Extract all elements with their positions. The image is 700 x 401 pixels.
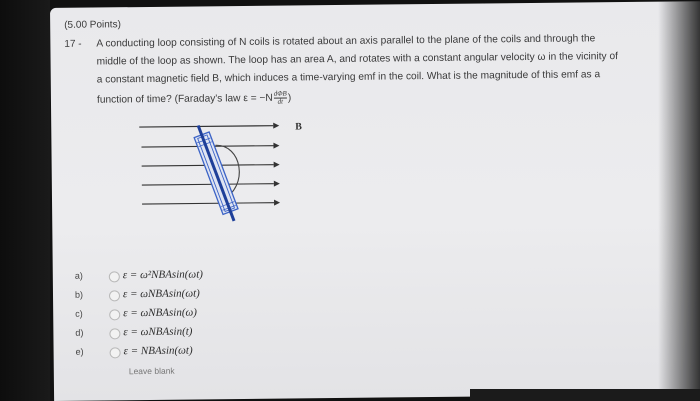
option-a-radio[interactable] <box>109 271 120 282</box>
option-c-formula: ε = ωNBAsin(ω) <box>123 306 197 320</box>
option-b-formula: ε = ωNBAsin(ωt) <box>122 287 200 301</box>
faraday-denominator: dt <box>277 97 284 106</box>
question-text-line-2: middle of the loop as shown. The loop has an area A, and rotates with a constant angular velocity ω in the vicinity of <box>96 51 619 68</box>
option-a-letter: a) <box>74 270 83 281</box>
faraday-suffix: ) <box>287 92 292 104</box>
option-c-radio[interactable] <box>109 309 120 320</box>
field-arrowhead-4 <box>274 181 280 187</box>
option-d-formula: ε = ωNBAsin(t) <box>123 325 193 339</box>
option-d-radio[interactable] <box>109 328 120 339</box>
question-text-line-3: a constant magnetic field B, which induces a time-varying emf in the coil. What is the magnitude of this emf as a <box>96 69 601 86</box>
option-e-formula: ε = NBAsin(ωt) <box>123 344 193 358</box>
question-number: 17 - <box>64 38 82 50</box>
option-b-radio[interactable] <box>109 290 120 301</box>
right-dark-edge <box>658 0 700 401</box>
field-arrowhead-5 <box>274 200 280 206</box>
field-arrowhead-3 <box>274 162 280 168</box>
option-c-letter: c) <box>75 308 83 319</box>
option-a-formula: ε = ω²NBAsin(ωt) <box>122 268 203 282</box>
leave-blank-link[interactable]: Leave blank <box>128 365 175 377</box>
field-line-5 <box>142 200 280 207</box>
question-card <box>50 1 700 401</box>
left-dark-edge <box>0 0 50 401</box>
faraday-prefix: function of time? (Faraday's law ε = −N <box>96 92 273 106</box>
field-arrowhead-2 <box>273 143 279 149</box>
option-e-letter: e) <box>75 346 84 357</box>
faraday-numerator: dΦB <box>273 89 287 98</box>
field-line-1 <box>139 123 279 130</box>
coil-loop <box>191 123 242 224</box>
option-e-radio[interactable] <box>110 347 121 358</box>
option-b-letter: b) <box>74 289 84 300</box>
option-d-letter: d) <box>75 327 84 338</box>
question-points: (5.00 Points) <box>64 19 121 31</box>
field-label-b: B <box>295 121 302 133</box>
field-arrowhead-1 <box>273 123 279 129</box>
rotating-loop-diagram <box>137 119 338 231</box>
bottom-dark-edge <box>470 389 700 401</box>
question-text-line-4 <box>97 90 291 107</box>
question-text-line-1: A conducting loop consisting of N coils is rotated about an axis parallel to the plane of the coils and through the <box>96 33 596 50</box>
